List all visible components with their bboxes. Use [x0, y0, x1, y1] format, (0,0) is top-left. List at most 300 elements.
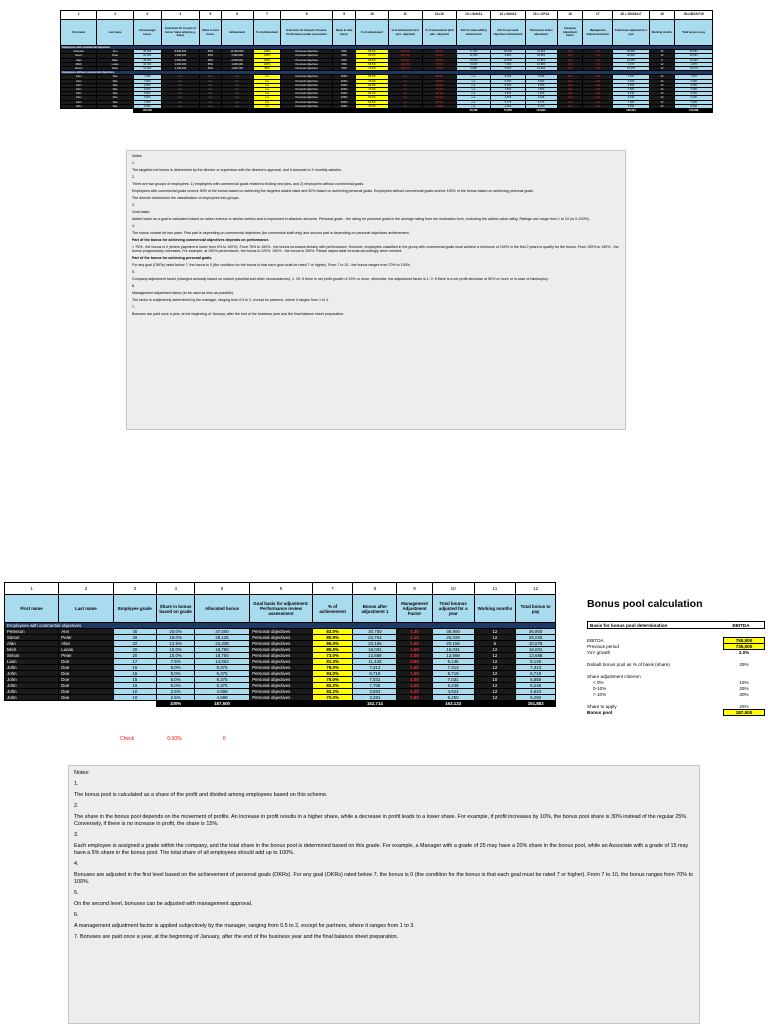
table-cell: 27,863 — [525, 58, 557, 62]
table-cell: n.a. — [200, 88, 221, 92]
table-cell: n.a. — [388, 100, 422, 104]
note-paragraph: Management adjustment factor (to be used as less as possible). — [132, 291, 234, 296]
table-cell: 6,048 — [525, 75, 557, 79]
table-cell: 7,313 — [516, 665, 556, 671]
table-cell: 6,048 — [491, 75, 525, 79]
check-row — [120, 736, 340, 742]
column-header: Goal basis for 1st part of bonus: Value added (e.g. Sales) — [161, 20, 200, 46]
table-cell: 1.00 — [557, 79, 583, 83]
total-cell — [253, 109, 281, 113]
table-cell: 14,000 — [133, 67, 161, 71]
table-cell: 15 — [113, 665, 157, 671]
table-cell: Doe — [97, 79, 133, 83]
table-cell: 1,100,000 — [161, 67, 200, 71]
table-cell: Doe — [59, 665, 113, 671]
table-cell: 75.0% — [312, 677, 353, 683]
table-cell: 15.0% — [157, 635, 195, 641]
table-cell: Personal objectives — [250, 647, 313, 653]
note-paragraph: The factor is subjectively determined by the manager, ranging from 0.5 to 2, except for partners, where it ranges from 1 to 3. — [132, 298, 329, 303]
table-cell: 12,825 — [491, 58, 525, 62]
column-number: 6 — [221, 11, 253, 20]
column-header: Total bonus to pay — [516, 595, 556, 623]
table-cell: 6,000 — [133, 104, 161, 108]
table-cell: 30 — [113, 629, 157, 635]
table-cell: n.a. — [161, 88, 200, 92]
table-cell: 69.5% — [422, 62, 456, 66]
table-cell: n.a. — [253, 88, 281, 92]
table-cell: n.a. — [161, 83, 200, 87]
table-cell: 18,750 — [194, 647, 249, 653]
note-paragraph: There are two groups of employees: 1) employees with commercial goals related to finding new jobs, and 2) employees without commercial goals. — [132, 182, 365, 186]
table-cell: 100% — [332, 79, 356, 83]
table-cell: 7,695 — [491, 62, 525, 66]
table-cell: 70.0% — [356, 104, 388, 108]
table-cell: 50% — [332, 54, 356, 58]
table-cell: 28,125 — [194, 635, 249, 641]
table-cell: Liam — [61, 75, 97, 79]
table-cell: 20,864 — [525, 54, 557, 58]
table-cell: 150.0% — [388, 50, 422, 54]
table-cell: 9,864 — [491, 54, 525, 58]
table-cell: 7,313 — [432, 665, 474, 671]
table-cell: 3,853 — [353, 689, 397, 695]
table-cell: Doe — [97, 104, 133, 108]
table-cell: 86.0% — [312, 641, 353, 647]
table-cell: John — [61, 100, 97, 104]
table-cell: 7,031 — [353, 677, 397, 683]
table-cell: 105.0% — [388, 54, 422, 58]
table-cell: Peter — [59, 653, 113, 659]
table-cell: 100% — [253, 62, 281, 66]
table-cell: 30,650 — [613, 58, 649, 62]
table-cell: 2,000,000 — [161, 58, 200, 62]
table-cell: 70.0% — [422, 104, 456, 108]
table-cell: 9,375 — [194, 665, 249, 671]
table-cell: n.a. — [457, 75, 491, 79]
table-cell: 1.20 — [583, 100, 613, 104]
table-cell: 83.8% — [422, 83, 456, 87]
table-cell: 5,040 — [613, 104, 649, 108]
table-cell: 12 — [474, 665, 516, 671]
table-cell: 82.5% — [356, 100, 388, 104]
table-cell: 20,864 — [613, 54, 649, 58]
table-cell: Doe — [59, 677, 113, 683]
table-cell: 50% — [200, 62, 221, 66]
table-cell: 1.00 — [397, 665, 432, 671]
table-cell: 100% — [332, 100, 356, 104]
table-cell: 0.10 — [583, 62, 613, 66]
table-cell: 18,000 — [133, 62, 161, 66]
table-cell: 12 — [474, 671, 516, 677]
total-cell: 152,714 — [353, 701, 397, 707]
table-cell: 36,900 — [432, 629, 474, 635]
table-cell: 9,375 — [194, 677, 249, 683]
note-paragraph: 7. — [132, 305, 135, 310]
table-cell: 1.20 — [583, 104, 613, 108]
table-cell: John — [61, 88, 97, 92]
table-cell: 11,433 — [353, 659, 397, 665]
previous-value: 735,000 — [723, 643, 765, 650]
table-cell: Lucas — [59, 647, 113, 653]
table-cell: 100% — [332, 96, 356, 100]
table-cell: John — [5, 689, 59, 695]
column-header: Working months — [474, 595, 516, 623]
table-cell: 12 — [649, 67, 675, 71]
column-header: Share in bonus based on grade — [157, 595, 195, 623]
blank-cell — [113, 701, 157, 707]
table-cell: 6 — [649, 58, 675, 62]
note-paragraph: Part of the bonus for achieving personal goals. — [132, 256, 213, 261]
table-cell: 85.9% — [422, 75, 456, 79]
table-cell: n.a. — [200, 75, 221, 79]
total-cell — [397, 701, 432, 707]
table-cell: 12.5% — [157, 641, 195, 647]
table-cell: 7,313 — [353, 665, 397, 671]
table-cell: Personal objectives — [281, 96, 332, 100]
table-cell: 9,146 — [516, 659, 556, 665]
commercial-bonus-table — [60, 10, 713, 113]
criterion-label: Share adjustment criterion — [587, 673, 641, 679]
table-cell: 5,460 — [613, 79, 649, 83]
column-header: Allocated bonus — [194, 595, 249, 623]
table-cell: 85.9% — [356, 75, 388, 79]
table-cell: 12 — [649, 92, 675, 96]
default-share-value: 25% — [739, 661, 749, 667]
table-cell: 12 — [474, 629, 516, 635]
table-cell: 100% — [332, 83, 356, 87]
table-cell: n.a. — [200, 92, 221, 96]
note-paragraph: Employees with commercial goals receive 50% of the bonus based on achieving the targeted added value and 50% based on achieving personal goals. Employees without commercial goals receive 100% of the bonus based on achieving personal goals. — [132, 189, 534, 193]
table-cell: 12 — [649, 62, 675, 66]
table-cell: Alan — [5, 641, 59, 647]
table-cell: 5,250 — [432, 695, 474, 701]
table-cell: 2,000,000 — [221, 58, 253, 62]
table-cell: Simon — [61, 54, 97, 58]
table-cell: 4,200 — [525, 104, 557, 108]
column-number: 7 — [253, 11, 281, 20]
table-cell: 7.5% — [157, 659, 195, 665]
table-cell: 11,060 — [457, 54, 491, 58]
table-cell: n.a. — [253, 92, 281, 96]
table-cell: 1.00 — [583, 54, 613, 58]
column-header: Annual target bonus — [133, 20, 161, 46]
table-cell: 78.0% — [312, 665, 353, 671]
note-paragraph: 7. Bonuses are paid once a year, at the beginning of January, after the end of the business year and the final balance sheet preparation. — [74, 934, 399, 940]
table-cell: 80.9% — [422, 54, 456, 58]
table-cell: 1.00 — [397, 641, 432, 647]
column-number: 8 — [353, 583, 397, 595]
table-cell: 1.20 — [583, 96, 613, 100]
column-header: Bonus after adjustment 1 — [353, 595, 397, 623]
column-header: Total bonus before adjustment — [525, 20, 557, 46]
table-cell: 5,430 — [613, 92, 649, 96]
table-cell: 83.8% — [356, 83, 388, 87]
total-cell: 134,891 — [525, 109, 557, 113]
table-cell: Mich — [5, 647, 59, 653]
blank-cell — [61, 109, 97, 113]
total-cell — [221, 109, 253, 113]
table-cell: 1.20 — [583, 75, 613, 79]
table-cell: 82.2% — [312, 683, 353, 689]
table-cell: 7,500 — [525, 88, 557, 92]
column-number: 15 = 13+14 — [525, 11, 557, 20]
table-cell: Doe — [97, 88, 133, 92]
total-cell — [312, 701, 353, 707]
table-cell: 38,382 — [613, 50, 649, 54]
table-cell: 0.80 — [397, 659, 432, 665]
table-cell: 15,175 — [613, 67, 649, 71]
table-cell: n.a. — [161, 92, 200, 96]
table-cell: 31,963 — [525, 50, 557, 54]
note-paragraph: For any goal (OKRs) rated below 7, the bonus is 0 (the condition for the bonus is that each goal must be rated 7 or higher). From 7 to 10 - the bonus ranges from 70% to 100%. — [132, 263, 411, 268]
table-cell: 1,050,000 — [221, 54, 253, 58]
table-cell: 82.5% — [422, 100, 456, 104]
total-cell — [250, 701, 313, 707]
note-paragraph: 1. — [132, 161, 135, 165]
note-paragraph: The targeted net bonus is determined by the director or supervisor with the director's approval, and it amounts to X monthly salaries. — [132, 168, 342, 172]
column-number: 2 — [59, 583, 113, 595]
table-cell: 30,000 — [133, 58, 161, 62]
column-header: Employee grade — [113, 595, 157, 623]
table-cell: 8,000,000 — [161, 50, 200, 54]
table-cell: 10 — [113, 695, 157, 701]
column-number: 16 — [557, 11, 583, 20]
table-cell: Personal objectives — [250, 665, 313, 671]
column-header: Goal basis for 2nd part of bonus: Performance review assessment — [281, 20, 332, 46]
table-cell: John — [61, 96, 97, 100]
column-number: 18 = 15x16x17 — [613, 11, 649, 20]
basis-row — [587, 621, 765, 629]
table-cell: 50% — [200, 50, 221, 54]
total-cell: 187,500 — [194, 701, 249, 707]
basis-value: EBITDA — [732, 622, 750, 628]
table-cell: Personal objectives — [281, 54, 332, 58]
table-cell: Personal objectives — [281, 67, 332, 71]
table-cell: 12 — [649, 50, 675, 54]
table-cell: John — [61, 92, 97, 96]
total-cell: 138,094 — [613, 109, 649, 113]
table-cell: 6,000 — [133, 88, 161, 92]
table-cell: 16,031 — [516, 647, 556, 653]
table-cell: 4,624 — [516, 689, 556, 695]
total-cell: 100% — [157, 701, 195, 707]
table-cell: 7,031 — [432, 677, 474, 683]
table-cell: 1.00 — [557, 100, 583, 104]
table-cell: 3,281 — [353, 695, 397, 701]
table-cell: Personal objectives — [281, 92, 332, 96]
column-header: % of achievement (2nd part - adjusted) — [422, 20, 456, 46]
table-cell: 12 — [474, 647, 516, 653]
table-cell: 5,859 — [516, 677, 556, 683]
table-cell: 15,000 — [491, 50, 525, 54]
table-cell: 78.0% — [356, 79, 388, 83]
bonus-pool-table — [4, 582, 556, 707]
table-cell: 20,000 — [133, 54, 161, 58]
table-cell: 1.00 — [583, 88, 613, 92]
table-cell: n.a. — [221, 75, 253, 79]
column-number: 19 — [649, 11, 675, 20]
table-cell: 20,156 — [353, 641, 397, 647]
table-cell: 86.5% — [422, 58, 456, 62]
total-cell — [422, 109, 456, 113]
section-title: Employees with commertial objectives — [5, 623, 556, 629]
table-cell: 12 — [474, 653, 516, 659]
yoy-value: 2.0% — [738, 649, 750, 655]
table-cell: n.a. — [253, 75, 281, 79]
table-cell: 14,063 — [194, 659, 249, 665]
column-number: 11 — [474, 583, 516, 595]
table-cell: 1.00 — [557, 92, 583, 96]
column-number-row — [61, 11, 713, 20]
table-cell: 1.00 — [557, 50, 583, 54]
table-cell: 100% — [332, 75, 356, 79]
table-cell: 100.0% — [388, 62, 422, 66]
table-cell: 9,248 — [432, 683, 474, 689]
table-cell: 35,000 — [133, 50, 161, 54]
table-cell: n.a. — [200, 104, 221, 108]
table-cell: 9,248 — [516, 683, 556, 689]
basis-label: Basis for bonus pool determination — [590, 622, 668, 628]
table-cell: Simon — [5, 653, 59, 659]
table-cell: 100% — [332, 92, 356, 96]
note-paragraph: The bonus pool is calculated as a share of the profit and divided among employees based on this scheme. — [74, 792, 328, 798]
table-cell: Personal objectives — [281, 88, 332, 92]
table-cell: Doe — [59, 683, 113, 689]
column-header: Achievement — [221, 20, 253, 46]
table-cell: 1.00 — [397, 653, 432, 659]
bonus-pool-value: 187,500 — [723, 709, 765, 716]
total-cell — [388, 109, 422, 113]
table-cell: Personal objectives — [281, 100, 332, 104]
table-cell: 80.9% — [312, 635, 353, 641]
table-cell: 12 — [474, 659, 516, 665]
column-header: Total bounus adjusted for a year — [432, 595, 474, 623]
table-cell: 73.0% — [312, 653, 353, 659]
table-cell: 15,000 — [457, 58, 491, 62]
table-cell: 7,000 — [133, 75, 161, 79]
total-cell — [474, 701, 516, 707]
note-paragraph: The share in the bonus pool depends on the movement of profits. An increase in profit results in a higher share, while a decrease in profit leads to a lower share. For example, if profit increases by 10%, the bonus pool share is 30% instead of the regular 25%. Conversely, if there is no increase in profit, the share is 15%. — [74, 814, 688, 827]
table-cell: n.a. — [457, 92, 491, 96]
column-header: Management Adjustment Factor — [397, 595, 432, 623]
table-cell: 4,688 — [194, 689, 249, 695]
note-paragraph: Company adjustment factor (changed annually based on market potential and other circumstances). 1. 25: If there is net profit growth of 15% or more, otherwise, the adjustment factor is 1. 0: If there is a net profit decrease of 50% or more or in case of bankruptcy. — [132, 277, 549, 282]
column-number: 9 — [397, 583, 432, 595]
table-cell: 15 — [113, 683, 157, 689]
column-header: First name — [61, 20, 97, 46]
table-cell: 9,146 — [432, 659, 474, 665]
column-header: Last name — [97, 20, 133, 46]
total-cell — [281, 109, 332, 113]
table-cell: 12 — [649, 96, 675, 100]
table-cell: 5.0% — [157, 665, 195, 671]
table-cell: 18,750 — [194, 653, 249, 659]
table-cell: Peter — [97, 67, 133, 71]
note-paragraph: 6. — [74, 912, 79, 918]
table-cell: 5,460 — [525, 79, 557, 83]
table-cell: 50% — [332, 58, 356, 62]
total-cell: 120,468 — [675, 109, 713, 113]
table-cell: 1.10 — [397, 635, 432, 641]
column-header: First name — [5, 595, 59, 623]
table-cell: 5,430 — [675, 96, 713, 100]
table-cell: n.a. — [161, 96, 200, 100]
table-cell: 20 — [113, 653, 157, 659]
column-number: 3 — [133, 11, 161, 20]
column-header: Share in total bonus — [332, 20, 356, 46]
table-cell: n.a. — [221, 83, 253, 87]
table-cell: 7,257 — [675, 75, 713, 79]
note-paragraph: 4. — [132, 224, 135, 228]
note-paragraph: 6. — [132, 284, 135, 289]
table-cell: 12 — [474, 683, 516, 689]
note-paragraph: 5. — [74, 890, 79, 896]
table-cell: n.a. — [200, 83, 221, 87]
table-cell: 10,078 — [516, 641, 556, 647]
column-number: 5 — [194, 583, 249, 595]
table-cell: 1.00 — [557, 58, 583, 62]
table-cell: Alan — [59, 641, 113, 647]
column-number-row — [5, 583, 556, 595]
table-cell: Personal objectives — [281, 58, 332, 62]
table-cell: Doe — [97, 96, 133, 100]
table-cell: Doe — [97, 75, 133, 79]
total-cell: 75,850 — [491, 109, 525, 113]
share-apply-value: 25% — [739, 703, 749, 709]
table-cell: Personal objectives — [250, 635, 313, 641]
table-cell: Peter — [59, 635, 113, 641]
table-cell: 25,028 — [516, 635, 556, 641]
previous-label: Previous period — [587, 643, 619, 649]
table-cell: 12 — [474, 689, 516, 695]
table-cell: Personal objectives — [281, 79, 332, 83]
table-cell: Personal objectives — [281, 83, 332, 87]
criterion-item-label: 0-10% — [593, 685, 607, 691]
table-cell: 15,175 — [675, 67, 713, 71]
table-cell: 6,600 — [675, 83, 713, 87]
table-cell: 4,525 — [525, 96, 557, 100]
table-cell: 1.20 — [583, 92, 613, 96]
criterion-item-value: 15% — [739, 679, 749, 685]
table-cell: Personal objectives — [250, 671, 313, 677]
table-cell: Peterson — [61, 50, 97, 54]
table-cell: 1.20 — [397, 689, 432, 695]
column-number: 12=10 — [422, 11, 456, 20]
table-cell: n.a. — [221, 92, 253, 96]
table-cell: 93.0% — [312, 671, 353, 677]
criterion-item-value: 30% — [739, 691, 749, 697]
blank-cell — [59, 701, 113, 707]
column-header: Working months — [649, 20, 675, 46]
table-cell: 1.60 — [397, 695, 432, 701]
table-cell: 12 — [649, 83, 675, 87]
table-cell: 1.00 — [557, 54, 583, 58]
table-cell: 12 — [474, 635, 516, 641]
table-cell: n.a. — [161, 104, 200, 108]
table-cell: 10.0% — [157, 647, 195, 653]
table-cell: Personal objectives — [281, 62, 332, 66]
note-paragraph: Each employee is assigned a grade within the company, and the total share in the bonus pool is determined based on this grade. For example, a Manager with a grade of 25 may have a 20% share in the bonus pool, while an Associate with a grade of 15 may have a 5% share in the bonus pool. The total share of all employees should add up to 100%. — [74, 843, 689, 856]
ebitda-label: EBITDA — [587, 637, 604, 643]
column-header: % of achievement — [253, 20, 281, 46]
table-cell: 100% — [253, 58, 281, 62]
table-cell: n.a. — [457, 100, 491, 104]
note-paragraph: < 75% - the bonus is 0 (where payment is lower from 0% to 100%). From 75% to 100% - the bonus increases linearly with performance. However, employees classified in the group with commercial goals must achieve a minimum of 100% in the first 2 years to qualify for the bonus. From 100% to 150% - the bonus progressively increases. For example, at 150% performance, the bonus is 120%. 150% - the bonus is 200%. Please adjust table formula accordingly when needed. — [132, 245, 619, 254]
table-cell: 1.00 — [557, 96, 583, 100]
table-cell: 5,430 — [613, 96, 649, 100]
table-cell: n.a. — [221, 96, 253, 100]
notes-commercial-scheme — [126, 150, 626, 430]
